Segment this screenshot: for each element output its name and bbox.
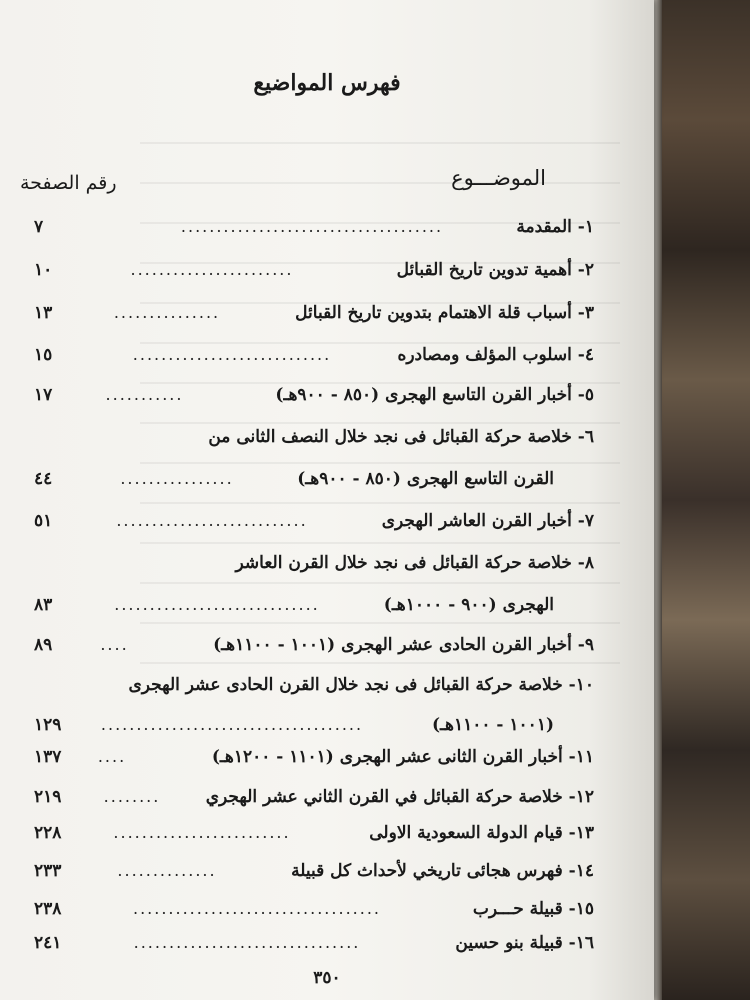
- toc-entry-title: ١- المقدمة: [516, 217, 594, 237]
- column-header-topic: الموضـــوع: [451, 166, 546, 190]
- toc-row: [0, 340, 654, 374]
- toc-leader-dots: ....: [97, 747, 127, 766]
- toc-leader-dots: ..............: [117, 861, 217, 880]
- toc-entry-page: ١٥: [34, 345, 53, 365]
- toc-entry-title: ١٦- قبيلة بنو حسين: [455, 933, 594, 953]
- toc-entry-title: ٣- أسباب قلة الاهتمام بتدوين تاريخ القبائل: [295, 303, 594, 323]
- toc-entry-page: ١٧: [34, 385, 53, 405]
- toc-row: [0, 630, 654, 664]
- page-title: فهرس المواضيع: [253, 70, 401, 96]
- toc-row: [0, 670, 654, 704]
- toc-row: [0, 590, 654, 624]
- toc-leader-dots: .........................: [113, 823, 291, 842]
- toc-entry-page: ٤٤: [34, 469, 53, 489]
- toc-entry-title: ١٤- فهرس هجائى تاريخي لأحداث كل قبيلة: [291, 861, 594, 881]
- toc-entry-page: ١٠: [34, 260, 53, 280]
- toc-entry-page: ١٣٧: [34, 747, 62, 767]
- toc-row: [0, 928, 654, 962]
- toc-entry-page: ٧: [34, 217, 44, 237]
- toc-leader-dots: ...........................: [116, 511, 308, 530]
- toc-leader-dots: .....................................: [100, 715, 364, 734]
- toc-row: [0, 380, 654, 414]
- toc-entry-title: ١٣- قيام الدولة السعودية الاولى: [369, 823, 594, 843]
- toc-entry-title: ٧- أخبار القرن العاشر الهجرى: [381, 511, 594, 531]
- toc-row: [0, 548, 654, 582]
- toc-row: [0, 742, 654, 776]
- toc-entry-title: القرن التاسع الهجرى (٨٥٠ - ٩٠٠هـ): [297, 469, 554, 489]
- toc-row: [0, 506, 654, 540]
- toc-row: [0, 212, 654, 246]
- toc-leader-dots: ....: [100, 635, 129, 654]
- toc-row: [0, 710, 654, 744]
- toc-entry-page: ١٢٩: [34, 715, 62, 735]
- toc-entry-page: ٢٣٨: [34, 899, 62, 919]
- toc-entry-page: ٢٤١: [34, 933, 62, 953]
- toc-entry-page: ٢١٩: [34, 787, 62, 807]
- toc-row: [0, 818, 654, 852]
- toc-entry-page: ٢٢٨: [34, 823, 62, 843]
- toc-entry-title: ١١- أخبار القرن الثانى عشر الهجرى (١١٠١ - ١٢٠٠هـ): [211, 747, 594, 767]
- toc-row: [0, 422, 654, 456]
- toc-entry-title: ١٢- خلاصة حركة القبائل في القرن الثاني عشر الهجري: [205, 787, 594, 807]
- toc-row: [0, 856, 654, 890]
- toc-leader-dots: ........: [103, 787, 161, 806]
- toc-entry-title: ٥- أخبار القرن التاسع الهجرى (٨٥٠ - ٩٠٠هـ): [275, 385, 594, 405]
- toc-leader-dots: ...................................: [132, 899, 381, 918]
- toc-leader-dots: ...........: [105, 385, 184, 404]
- toc-leader-dots: ................: [120, 469, 234, 488]
- toc-entry-page: ٥١: [34, 511, 53, 531]
- toc-entry-title: الهجرى (٩٠٠ - ١٠٠٠هـ): [383, 595, 554, 615]
- toc-entry-title: (١٠٠١ - ١١٠٠هـ): [431, 715, 554, 735]
- toc-leader-dots: ............................: [132, 345, 332, 364]
- column-header-page-number: رقم الصفحة: [20, 172, 117, 194]
- toc-row: [0, 782, 654, 816]
- toc-entry-page: ٢٣٣: [34, 861, 62, 881]
- toc-leader-dots: .............................: [114, 595, 320, 614]
- toc-entry-title: ١٠- خلاصة حركة القبائل فى نجد خلال القرن الحادى عشر الهجرى: [128, 675, 594, 695]
- toc-row: [0, 255, 654, 289]
- toc-entry-title: ٨- خلاصة حركة القبائل فى نجد خلال القرن العاشر: [235, 553, 594, 573]
- toc-entry-page: ١٣: [34, 303, 53, 323]
- toc-entry-title: ٦- خلاصة حركة القبائل فى نجد خلال النصف الثانى من: [208, 427, 594, 447]
- toc-leader-dots: .....................................: [180, 217, 444, 236]
- toc-row: [0, 894, 654, 928]
- toc-leader-dots: ................................: [133, 933, 361, 952]
- toc-entry-title: ٢- أهمية تدوين تاريخ القبائل: [396, 260, 594, 280]
- page-number-footer: ٣٥٠: [313, 968, 341, 988]
- toc-entry-title: ١٥- قبيلة حـــرب: [472, 899, 594, 919]
- toc-entry-title: ٩- أخبار القرن الحادى عشر الهجرى (١٠٠١ - ١١٠٠هـ): [213, 635, 594, 655]
- toc-entry-title: ٤- اسلوب المؤلف ومصادره: [397, 345, 594, 365]
- toc-leader-dots: .......................: [130, 260, 294, 279]
- toc-row: [0, 464, 654, 498]
- toc-entry-page: ٨٩: [34, 635, 53, 655]
- toc-leader-dots: ...............: [113, 303, 221, 322]
- toc-row: [0, 298, 654, 332]
- toc-entry-page: ٨٣: [34, 595, 53, 615]
